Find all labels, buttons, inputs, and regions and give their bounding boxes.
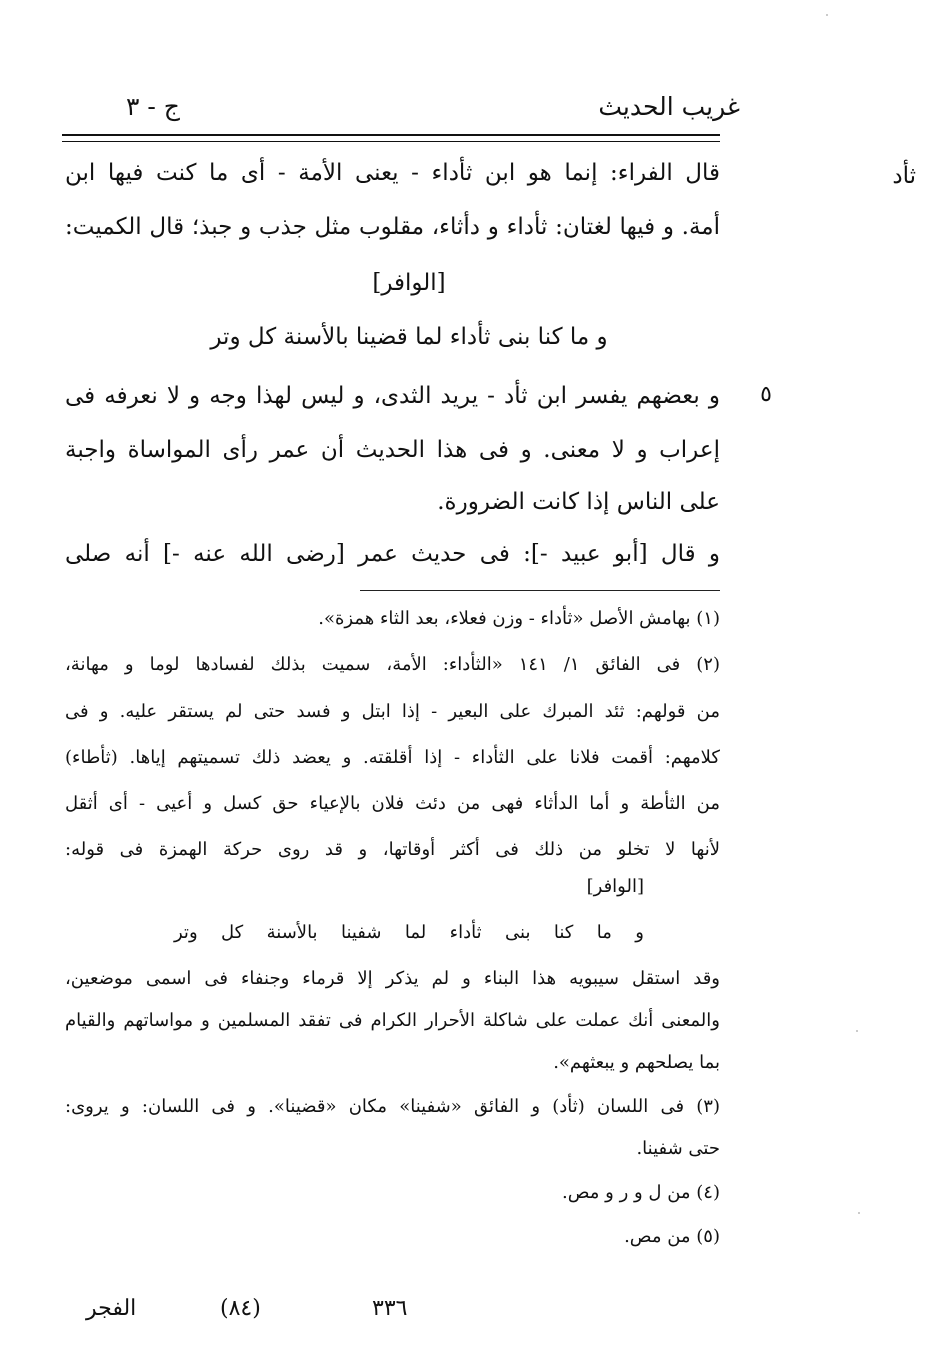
margin-entry-word: ثأد xyxy=(892,163,916,189)
footnote-line: والمعنى أنك عملت على شاكلة الأحرار الكرام فى تفقد المسلمين و مواساتهم والقيام xyxy=(65,1010,720,1031)
margin-line-number: ٥ xyxy=(760,382,772,407)
running-header-title: غريب الحديث xyxy=(598,92,740,121)
footnote-separator xyxy=(360,590,720,591)
footnote-line: كلامهم: أقمت فلانا على الثأداء - إذا أقلقته. و يعضد ذلك تسميتهم إياها. (ثأطاء) xyxy=(65,747,720,768)
verse-line: و ما كنا بنى ثأداء لما قضينا بالأسنة كل وتر xyxy=(210,324,608,350)
footnote-verse-line: و ما كنا بنى ثأداء لما شفينا بالأسنة كل وتر xyxy=(174,922,644,943)
footnote-line: من قولهم: ثئد المبرك على البعير - إذا ابتل و فسد حتى لم يستقر عليه. و فى xyxy=(65,701,720,722)
footnote-meter-label: [الوافر] xyxy=(586,876,644,897)
footnote-line: لأنها لا تخلو من ذلك فى أكثر أوقاتها، و قد روى حركة الهمزة فى قوله: xyxy=(65,839,720,860)
footnote-line: حتى شفينا. xyxy=(636,1138,720,1159)
footnote-line: بما يصلحهم و يبعثهم». xyxy=(553,1052,720,1073)
page-number: ٣٣٦ xyxy=(372,1296,408,1321)
footnote-line: (٣) فى اللسان (ثأد) و الفائق «شفينا» مكان «قضينا». و فى اللسان: و يروى: xyxy=(65,1096,720,1117)
meter-label: [الوافر] xyxy=(372,270,446,296)
header-rule-thick xyxy=(62,134,720,136)
main-text-line: أمة. و فيها لغتان: ثأداء و دأثاء، مقلوب مثل جذب و جبذ؛ قال الكميت: xyxy=(65,214,720,240)
gathering-number: (٨٤) xyxy=(220,1296,261,1321)
scan-speck xyxy=(826,14,828,16)
footnote-line: من الثأطة و أما الدأثاء فهى من دئث فلان بالإعياء حق كسل و أعيى - أى أثقل xyxy=(65,793,720,814)
footnote-line: (٥) من مص. xyxy=(624,1226,720,1247)
printer-mark: الفجر xyxy=(86,1296,137,1321)
header-rule-thin xyxy=(62,141,720,142)
scan-speck xyxy=(856,1030,858,1032)
footnote-line: (١) بهامش الأصل «ثأداء - وزن فعلاء، بعد الثاء همزة». xyxy=(318,608,720,629)
running-header-part: ج - ٣ xyxy=(126,92,180,121)
main-text-line: إعراب و لا معنى. و فى هذا الحديث أن عمر رأى المواساة واجبة xyxy=(65,437,720,463)
scan-speck xyxy=(858,1212,860,1214)
footnote-line: وقد استقل سيبويه هذا البناء و لم يذكر إلا قرماء وجنفاء فى اسمى موضعين، xyxy=(65,968,720,989)
main-text-line: قال الفراء: إنما هو ابن ثأداء - يعنى الأمة - أى ما كنت فيها ابن xyxy=(65,160,720,186)
main-text-line: و بعضهم يفسر ابن ثأد - يريد الثدى، و ليس لهذا وجه و لا نعرفه فى xyxy=(65,383,720,409)
footnote-line: (٢) فى الفائق ١/ ١٤١ «الثأداء: الأمة، سميت بذلك لفسادها لوما و مهانة، xyxy=(65,654,720,675)
main-text-line: و قال [أبو عبيد -]: فى حديث عمر [رضى الله عنه -] أنه صلى xyxy=(65,541,720,567)
main-text-line: على الناس إذا كانت الضرورة. xyxy=(437,489,720,515)
footnote-line: (٤) من ل و ر و مص. xyxy=(562,1182,720,1203)
